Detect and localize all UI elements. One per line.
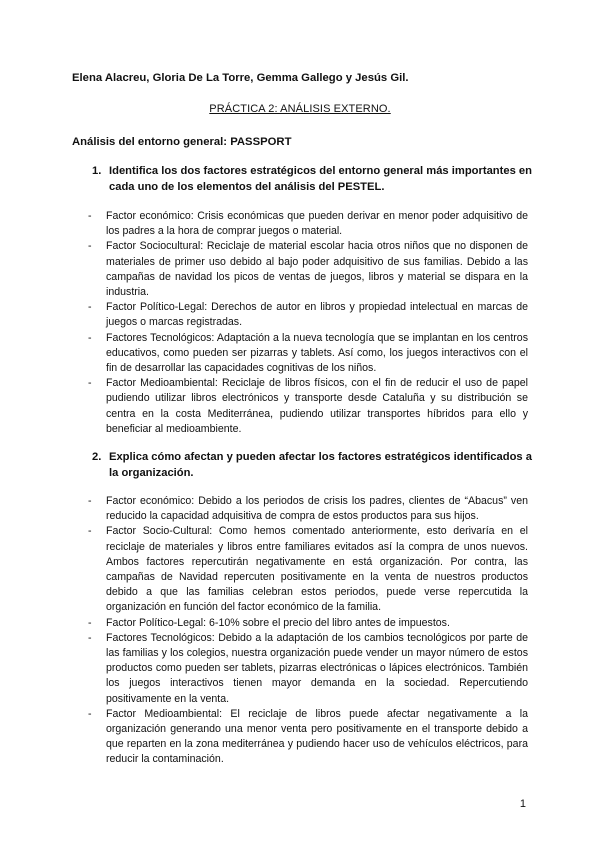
list-item <box>88 331 528 377</box>
question-1 <box>92 163 532 195</box>
list-item <box>88 209 528 239</box>
question-number: 1. <box>92 165 102 177</box>
question-1-answer-list <box>88 209 528 437</box>
page-number: 1 <box>519 798 526 810</box>
list-dash: - <box>88 377 92 390</box>
question-text: Identifica los dos factores estratégicos del entorno general más importantes en cada uno de los elementos del análisis del PESTEL. <box>109 165 532 193</box>
list-item <box>88 707 528 768</box>
question-text: Explica cómo afectan y pueden afectar los factores estratégicos identificados a la organización. <box>109 451 532 479</box>
list-item <box>88 524 528 615</box>
list-dash: - <box>88 240 92 253</box>
list-item-text: Factor económico: Debido a los periodos de crisis los padres, clientes de “Abacus” ven reducido la capacidad adquisitiva de compra de estos productos para sus hijos. <box>106 495 528 523</box>
list-item <box>88 376 528 437</box>
list-item-text: Factor económico: Crisis económicas que pueden derivar en menor poder adquisitivo de los padres a la hora de comprar juegos o material. <box>106 210 528 238</box>
list-dash: - <box>88 210 92 222</box>
authors-line: Elena Alacreu, Gloria De La Torre, Gemma Gallego y Jesús Gil. <box>72 72 409 84</box>
list-item-text: Factores Tecnológicos: Debido a la adaptación de los cambios tecnológicos por parte de las familias y los colegios, nuestra organización puede vender un mayor número de estos productos como pueden ser tablets, pizarras electrónicas o lápices electrónicos. También los juegos interactivos tienen mayor demanda en la sociedad. Repercutiendo positivamente en la venta. <box>106 631 528 705</box>
list-item-text: Factor Medioambiental: Reciclaje de libros físicos, con el fin de reducir el uso de papel pudiendo utilizar libros electrónicos y transporte desde Cataluña y su distribución se centra en la costa Mediterránea, pudiendo utilizar transportes híbridos para ello y beneficiar al medioambiente. <box>106 377 528 435</box>
list-dash: - <box>88 707 92 720</box>
list-item <box>88 616 528 631</box>
question-2 <box>92 449 532 481</box>
list-item <box>88 239 528 300</box>
practice-title: PRÁCTICA 2: ANÁLISIS EXTERNO. <box>209 103 391 115</box>
list-item <box>88 631 528 707</box>
list-item-text: Factores Tecnológicos: Adaptación a la nueva tecnología que se implantan en los centros educativos, como pueden ser pizarras y tablets. Así como, los juegos interactivos con el fin de desarrollar las capacidades cognitivas de los niños. <box>106 331 528 375</box>
list-dash: - <box>88 301 92 314</box>
question-2-answer-list <box>88 494 528 768</box>
list-dash: - <box>88 525 92 538</box>
section-title: Análisis del entorno general: PASSPORT <box>72 136 292 148</box>
list-item <box>88 494 528 524</box>
list-item-text: Factor Político-Legal: 6-10% sobre el precio del libro antes de impuestos. <box>106 616 450 629</box>
list-dash: - <box>88 616 92 629</box>
list-dash: - <box>88 631 92 644</box>
list-item-text: Factor Político-Legal: Derechos de autor en libros y propiedad intelectual en marcas de juegos o marcas registradas. <box>106 301 528 329</box>
list-item-text: Factor Socio-Cultural: Como hemos comentado anteriormente, esto derivaría en el reciclaje de materiales y libros entre familiares evitados así la compra de unos nuevos. Ambos factores repercutirán negativamente en está organización. Por contra, las campañas de Navidad repercuten positivamente en la venta de nuestros productos debido a que las familias celebran estos periodos, puede verse repercutida la organización en función del factor económico de la familia. <box>106 525 528 614</box>
list-item-text: Factor Medioambiental: El reciclaje de libros puede afectar negativamente a la organización generando una menor venta pero positivamente en el transporte debido a que reparten en la zona mediterránea y pudiendo hacer uso de vehículos eléctricos, para reducir la contaminación. <box>106 707 528 766</box>
list-dash: - <box>88 495 92 507</box>
list-item <box>88 300 528 330</box>
list-dash: - <box>88 331 92 344</box>
question-number: 2. <box>92 451 102 463</box>
list-item-text: Factor Sociocultural: Reciclaje de material escolar hacia otros niños que no disponen de materiales de primer uso debido al bajo poder adquisitivo de sus familias. Debido a las campañas de navidad los picos de ventas de juegos, libros y material se dispara en la industria. <box>106 240 528 299</box>
